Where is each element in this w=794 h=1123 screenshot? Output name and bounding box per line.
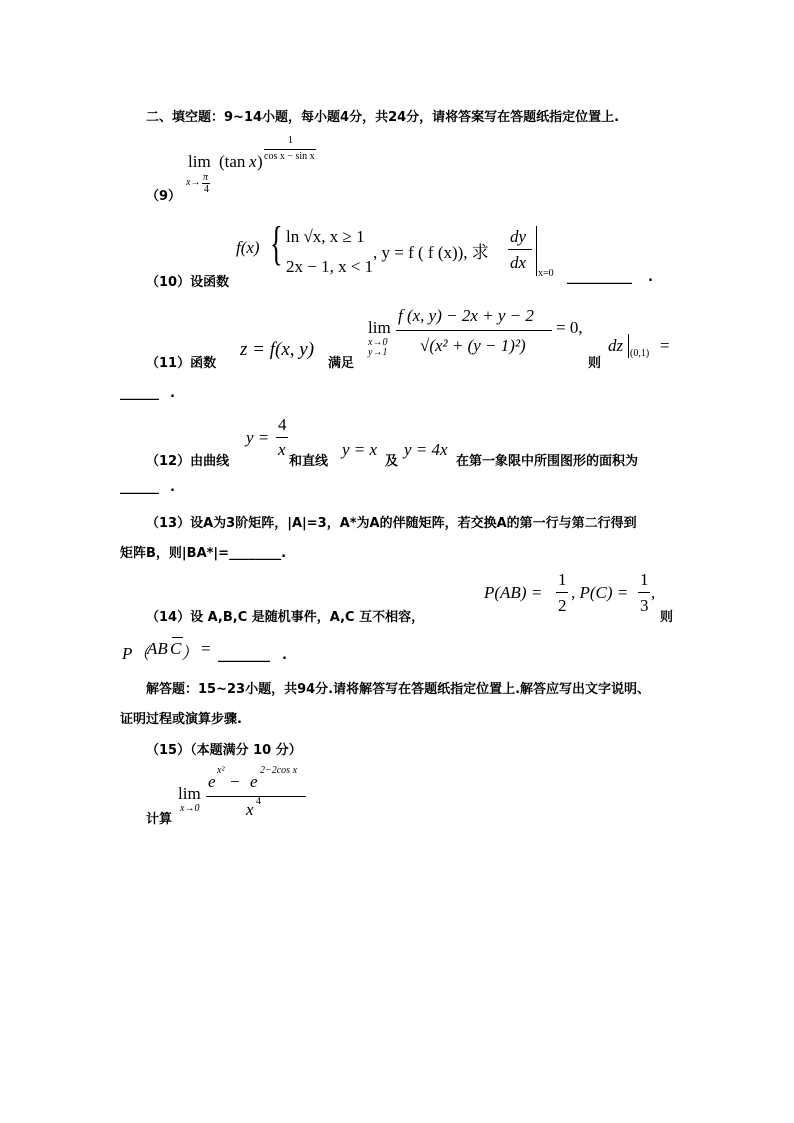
q12-line-2: y = 4x bbox=[404, 440, 448, 459]
q10-case-2: 2x − 1, x < 1 bbox=[286, 257, 374, 276]
q14-comma: , bbox=[651, 583, 656, 602]
q12-end: . bbox=[170, 480, 175, 495]
q11-z-function: z = f(x, y) bbox=[240, 339, 315, 360]
q10-dx: dx bbox=[510, 253, 527, 272]
q14-half-den: 2 bbox=[558, 596, 567, 615]
q15-num-e1-exp: x² bbox=[217, 765, 225, 776]
q14-pc: , P(C) = bbox=[571, 583, 629, 602]
q12-label: （12）由曲线 bbox=[146, 454, 230, 469]
q15-num-minus: − bbox=[230, 772, 240, 791]
q12-and: 及 bbox=[385, 454, 399, 469]
q10-case-1: ln √x, x ≥ 1 bbox=[286, 227, 365, 246]
q14-blank: ________ bbox=[218, 648, 270, 663]
q10-end: . bbox=[648, 270, 653, 285]
q10-label: （10）设函数 bbox=[146, 275, 230, 290]
q11-end: . bbox=[170, 386, 175, 401]
q14-then: 则 bbox=[660, 610, 674, 625]
q14-pab: P(AB) = bbox=[484, 583, 543, 602]
q11-dz-point: (0,1) bbox=[630, 348, 650, 359]
q9-exp-den: cos x − sin x bbox=[264, 151, 315, 162]
q10-blank: __________ bbox=[567, 270, 632, 285]
q15-lim-sub: x→0 bbox=[180, 803, 200, 814]
q15-den: x bbox=[246, 800, 254, 819]
q9-exp-num: 1 bbox=[288, 135, 293, 146]
q12-num: 4 bbox=[278, 415, 287, 434]
q15-title: （15）（本题满分 10 分） bbox=[146, 743, 302, 758]
q11-lim-sub-1: x→0 bbox=[368, 337, 388, 348]
q11-equals-zero: = 0, bbox=[556, 318, 583, 337]
q11-blank: ______ bbox=[120, 386, 159, 401]
q10-dy: dy bbox=[510, 227, 527, 246]
q9-base-close: ) bbox=[257, 152, 263, 171]
q14-third-den: 3 bbox=[640, 596, 649, 615]
q11-dz-equals: = bbox=[660, 336, 670, 355]
q12-blank: ______ bbox=[120, 480, 159, 495]
q14-pabc-equals: = bbox=[201, 639, 211, 658]
q13-line-2: 矩阵B，则|BA*|=________. bbox=[120, 546, 287, 561]
q14-pabc-ab: AB bbox=[147, 639, 168, 658]
q9-label: （9） bbox=[146, 189, 182, 204]
q14-end: . bbox=[282, 648, 287, 663]
q9-lim-sub-pi: π bbox=[203, 172, 209, 183]
q12-tail: 在第一象限中所围图形的面积为 bbox=[456, 454, 639, 469]
q9-lim-sub: x→ bbox=[186, 177, 201, 188]
q10-eval-point: x=0 bbox=[538, 268, 554, 279]
section-heading-solutions-line-2: 证明过程或演算步骤. bbox=[120, 712, 242, 727]
q11-satisfy: 满足 bbox=[328, 356, 355, 371]
q15-calc: 计算 bbox=[146, 812, 173, 827]
q11-then: 则 bbox=[588, 356, 602, 371]
q15-den-exp: 4 bbox=[256, 796, 261, 807]
q15-num-e1: e bbox=[208, 772, 216, 791]
q12-y-equals: y = bbox=[246, 428, 270, 447]
section-heading-solutions: 解答题：15~23小题，共94分.请将解答写在答题纸指定位置上.解答应写出文字说明、 bbox=[146, 682, 651, 697]
q13-line-1: （13）设A为3阶矩阵，|A|=3，A*为A的伴随矩阵，若交换A的第一行与第二行得到 bbox=[146, 516, 637, 531]
q14-pabc-open: P（ bbox=[122, 644, 150, 663]
q10-brace: { bbox=[270, 217, 283, 270]
q10-composition: , y = f ( f (x)), 求 bbox=[373, 243, 489, 262]
q12-den: x bbox=[278, 440, 286, 459]
q9-base-x: x bbox=[249, 152, 257, 171]
q11-dz: dz bbox=[608, 336, 624, 355]
q11-numerator: f (x, y) − 2x + y − 2 bbox=[398, 306, 534, 325]
q15-num-e2-exp: 2−2cos x bbox=[260, 765, 298, 776]
q14-label: （14）设 A,B,C 是随机事件，A,C 互不相容， bbox=[146, 610, 425, 625]
q12-line-1: y = x bbox=[342, 440, 378, 459]
q15-lim: lim bbox=[178, 784, 201, 803]
q14-pabc-c: C bbox=[170, 639, 182, 658]
q11-label: （11）函数 bbox=[146, 356, 217, 371]
q14-third-num: 1 bbox=[640, 570, 649, 589]
q15-num-e2: e bbox=[250, 772, 258, 791]
q12-and-line: 和直线 bbox=[289, 454, 329, 469]
q9-lim-sub-4: 4 bbox=[204, 184, 209, 195]
q14-pabc-close: ） bbox=[181, 644, 198, 663]
q11-lim: lim bbox=[368, 318, 391, 337]
q11-lim-sub-2: y→1 bbox=[368, 347, 388, 358]
q11-denominator: √(x² + (y − 1)²) bbox=[420, 336, 526, 355]
section-heading-fill-in: 二、填空题：9~14小题，每小题4分，共24分，请将答案写在答题纸指定位置上. bbox=[146, 110, 620, 125]
q9-lim: lim bbox=[188, 152, 211, 171]
q14-half-num: 1 bbox=[558, 570, 567, 589]
q10-fx: f(x) bbox=[236, 238, 260, 257]
q9-base-open: (tan bbox=[219, 152, 246, 171]
